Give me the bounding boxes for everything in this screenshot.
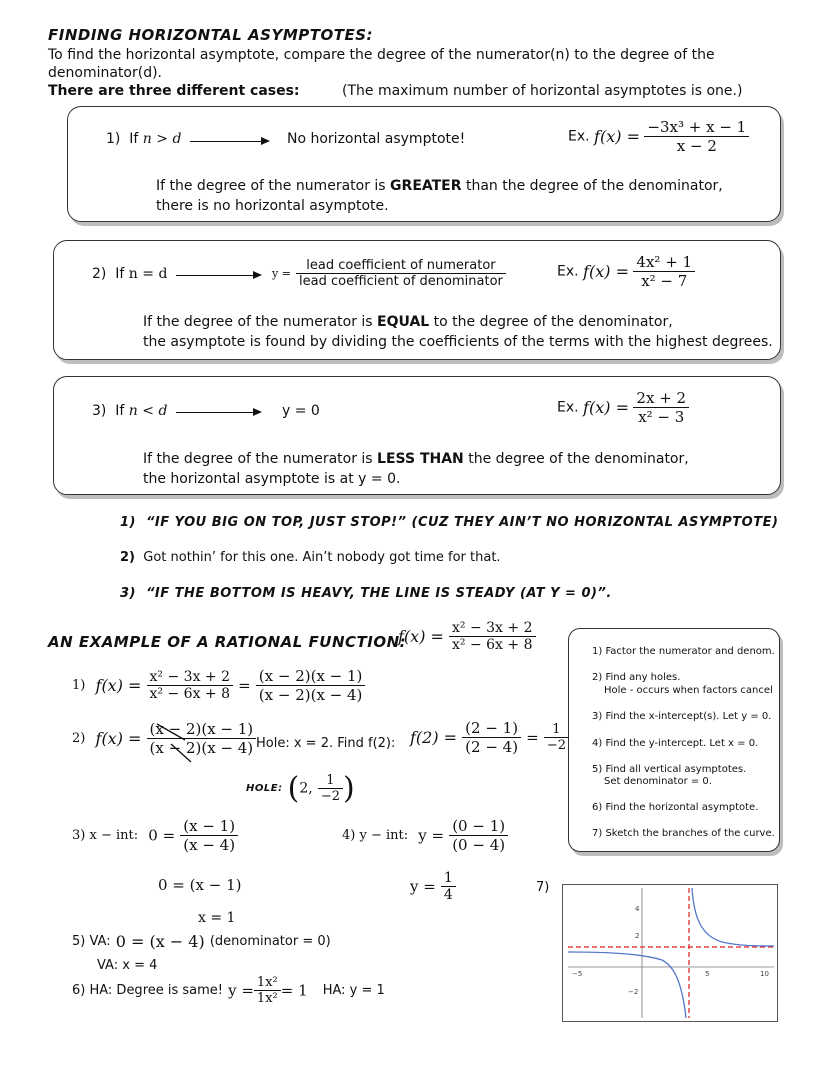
- example-fraction: [449, 620, 535, 653]
- work-step-6-ha: HA: y = 1: [322, 983, 385, 998]
- case-3-desc-1-post: the degree of the denominator,: [468, 451, 689, 467]
- step-item-2-note: Hole - occurs when factors cancel: [604, 685, 773, 696]
- case-2-ex-num: 4x² + 1: [633, 253, 695, 272]
- work-step-4-fraction: [449, 817, 508, 854]
- case-2-desc-2: the asymptote is found by dividing the coefficients of the terms with the highest degrees.: [143, 334, 773, 350]
- hole-y-num: 1: [318, 773, 343, 789]
- work-step-1: [72, 667, 365, 704]
- work-step-2-res-num: 1: [544, 722, 569, 738]
- case-1-ex-f: f(x) =: [594, 127, 640, 146]
- step-item-2: 2) Find any holes.: [592, 672, 681, 683]
- max-asymptote-note: (The maximum number of horizontal asymptotes is one.): [342, 83, 743, 99]
- work-step-2-den: (x − 2)(x − 4): [149, 739, 254, 757]
- work-step-3: [72, 817, 238, 854]
- case-1-result: No horizontal asymptote!: [287, 131, 466, 147]
- case-3-number: 3): [92, 403, 107, 419]
- case-2-ex-label: Ex.: [557, 263, 579, 280]
- case-3-arrow: [176, 412, 260, 413]
- work-step-4-num: (0 − 1): [449, 817, 508, 836]
- work-step-4-result-fraction: [441, 870, 456, 903]
- work-step-2-calc-fraction: [462, 719, 521, 756]
- work-step-6-label: 6) HA: Degree is same!: [72, 983, 224, 998]
- work-step-1-label: 1): [72, 678, 86, 693]
- case-1-ex-label: Ex.: [568, 128, 590, 145]
- intro-line-2: denominator(d).: [48, 65, 162, 81]
- y-tick-2: 2: [635, 932, 640, 940]
- intro-line-1: To find the horizontal asymptote, compare the degree of the numerator(n) to the degree of the: [48, 47, 715, 63]
- work-step-4-lhs-2: y =: [410, 877, 436, 896]
- case-1-ex-num: −3x³ + x − 1: [644, 118, 749, 137]
- work-step-2-f: f(x) =: [95, 729, 142, 748]
- work-step-7-label: 7): [536, 880, 550, 895]
- example-f: f(x) =: [398, 627, 444, 646]
- work-step-1-fden: (x − 2)(x − 4): [258, 686, 363, 704]
- case-2-condition: [92, 266, 167, 282]
- case-3-example: [557, 389, 689, 426]
- mnemonic-2-text: Got nothin’ for this one. Ain’t nobody got time for that.: [143, 550, 501, 565]
- case-3-desc-1: [143, 451, 689, 467]
- case-2-number: 2): [92, 266, 107, 282]
- work-step-6-eq: = 1: [280, 981, 308, 1000]
- case-1-example: [568, 118, 749, 155]
- mnemonic-1-num: 1): [120, 515, 136, 530]
- case-2-desc-1-pre: If the degree of the numerator is: [143, 314, 373, 330]
- work-step-5-eq: 0 = (x − 4): [115, 932, 205, 951]
- case-1-desc-1-bold: GREATER: [390, 178, 462, 194]
- mnemonic-3: [120, 586, 612, 601]
- example-den: x² − 6x + 8: [452, 637, 533, 653]
- case-3-cond: n < d: [128, 403, 168, 419]
- work-step-5-line-2: VA: x = 4: [97, 958, 158, 973]
- case-2-result-fraction: [296, 258, 506, 289]
- step-item-4: 4) Find the y-intercept. Let x = 0.: [592, 738, 759, 749]
- case-3-ex-f: f(x) =: [583, 398, 629, 417]
- case-2-result-den: lead coefficient of denominator: [299, 274, 503, 289]
- mnemonic-2-num: 2): [120, 550, 135, 565]
- work-step-4-label: 4) y − int:: [342, 828, 409, 843]
- example-title: AN EXAMPLE OF A RATIONAL FUNCTION:: [48, 633, 407, 651]
- work-step-2-result: [544, 722, 569, 753]
- work-step-2-calc-num: (2 − 1): [462, 719, 521, 738]
- work-step-2-hole-text: Hole: x = 2. Find f(2):: [256, 736, 396, 751]
- sketch-graph: [562, 884, 778, 1022]
- work-step-2-num: (x − 2)(x − 1): [147, 720, 257, 739]
- case-2-if: If: [115, 266, 125, 282]
- work-step-4-den: (0 − 4): [452, 836, 506, 854]
- work-step-5-note: (denominator = 0): [209, 934, 331, 949]
- case-2-ex-fraction: [633, 253, 695, 290]
- work-step-3-line-2: 0 = (x − 1): [158, 876, 242, 894]
- case-1-desc-1: [156, 178, 723, 194]
- work-step-2-label: 2): [72, 731, 86, 746]
- case-2-cond: n = d: [128, 266, 168, 282]
- case-2-arrow: [176, 275, 260, 276]
- case-3-ex-label: Ex.: [557, 399, 579, 416]
- work-step-6-den: 1x²: [256, 991, 278, 1006]
- work-step-3-label: 3) x − int:: [72, 828, 139, 843]
- work-step-2-calc: [410, 719, 569, 756]
- case-1-number: 1): [106, 131, 121, 147]
- work-step-1-factored: [256, 667, 366, 704]
- x-tick-10: 10: [760, 970, 769, 978]
- mnemonic-1-text: “IF YOU BIG ON TOP, JUST STOP!” (CUZ THEY AIN’T NO HORIZONTAL ASYMPTOTE): [146, 515, 779, 530]
- work-step-2-fraction: [147, 720, 257, 757]
- work-step-2-calc-den: (2 − 4): [465, 738, 519, 756]
- work-step-4-num-2: 1: [441, 870, 456, 887]
- case-2-desc-1-post: to the degree of the denominator,: [433, 314, 673, 330]
- mnemonic-3-text: “IF THE BOTTOM IS HEAVY, THE LINE IS STEADY (AT Y = 0)”.: [146, 586, 612, 601]
- case-1-arrow: [190, 141, 268, 142]
- case-1-ex-den: x − 2: [676, 137, 717, 155]
- case-1-cond: n > d: [142, 131, 182, 147]
- case-1-desc-1-post: than the degree of the denominator,: [465, 178, 723, 194]
- work-step-3-num: (x − 1): [180, 817, 238, 836]
- y-tick-4: 4: [635, 905, 640, 913]
- case-2-y-eq: y =: [272, 267, 291, 280]
- case-1-desc-1-pre: If the degree of the numerator is: [156, 178, 386, 194]
- case-2-ex-f: f(x) =: [583, 262, 629, 281]
- mnemonic-1: [120, 515, 778, 530]
- work-step-6-num: 1x²: [254, 975, 281, 991]
- x-tick-5: 5: [705, 970, 710, 978]
- case-2-result-num: lead coefficient of numerator: [296, 258, 506, 274]
- work-step-6-fraction: [254, 975, 281, 1006]
- case-2-desc-1-bold: EQUAL: [377, 314, 430, 330]
- work-step-2: [72, 720, 256, 757]
- case-3-desc-1-bold: LESS THAN: [377, 451, 464, 467]
- work-step-1-fraction: [147, 669, 233, 702]
- work-step-3-fraction: [180, 817, 238, 854]
- case-3-desc-1-pre: If the degree of the numerator is: [143, 451, 373, 467]
- case-1-ex-fraction: [644, 118, 749, 155]
- case-3-condition: [92, 403, 167, 419]
- cancel-strike-icon: [153, 720, 193, 764]
- case-3-ex-den: x² − 3: [638, 408, 685, 426]
- work-step-2-res-den: −2: [546, 738, 567, 753]
- work-step-1-eq: =: [238, 676, 251, 695]
- example-num: x² − 3x + 2: [449, 620, 535, 637]
- hole-label: HOLE:: [246, 783, 283, 794]
- hole-x: 2,: [299, 780, 313, 797]
- work-step-3-line-3: x = 1: [198, 910, 236, 926]
- step-item-5: 5) Find all vertical asymptotes.: [592, 764, 747, 775]
- hole-point: HOLE: (2, $\frac{1}{-2}$ ): [246, 771, 355, 806]
- work-step-4: [342, 817, 508, 854]
- example-function: [398, 620, 536, 653]
- case-1-desc-2: there is no horizontal asymptote.: [156, 198, 389, 214]
- step-item-1: 1) Factor the numerator and denom.: [592, 646, 775, 657]
- case-2-example: [557, 253, 695, 290]
- case-3-ex-fraction: [633, 389, 689, 426]
- case-2-result: [272, 258, 506, 289]
- work-step-4-lhs: y =: [418, 826, 445, 845]
- step-item-5-note: Set denominator = 0.: [604, 776, 712, 787]
- step-item-6: 6) Find the horizontal asymptote.: [592, 802, 759, 813]
- work-step-2-f2: f(2) =: [410, 728, 458, 747]
- case-2-ex-den: x² − 7: [641, 272, 688, 290]
- work-step-5-label: 5) VA:: [72, 934, 111, 949]
- work-step-3-lhs: 0 =: [148, 826, 176, 845]
- case-3-desc-2: the horizontal asymptote is at y = 0.: [143, 471, 401, 487]
- mnemonic-3-num: 3): [120, 586, 136, 601]
- work-step-1-den: x² − 6x + 8: [149, 686, 231, 702]
- work-step-5-line-1: [72, 931, 331, 951]
- step-item-7: 7) Sketch the branches of the curve.: [592, 828, 775, 839]
- case-3-if: If: [115, 403, 125, 419]
- cases-label: There are three different cases:: [48, 83, 300, 99]
- work-step-1-num: x² − 3x + 2: [147, 669, 233, 686]
- hole-y-fraction: [318, 773, 343, 804]
- work-step-6-y: y =: [228, 981, 254, 1000]
- work-step-1-fnum: (x − 2)(x − 1): [256, 667, 366, 686]
- work-step-4-result: [410, 870, 456, 903]
- case-1-condition: [106, 131, 181, 147]
- mnemonic-2: [120, 550, 501, 565]
- work-step-6: [72, 975, 385, 1006]
- case-3-result: y = 0: [282, 403, 320, 419]
- step-item-3: 3) Find the x-intercept(s). Let y = 0.: [592, 711, 772, 722]
- work-step-4-den-2: 4: [443, 887, 453, 903]
- case-3-ex-num: 2x + 2: [633, 389, 689, 408]
- x-tick-neg5: −5: [572, 970, 583, 978]
- work-step-2-eq: =: [526, 728, 539, 747]
- y-tick-neg2: −2: [628, 988, 639, 996]
- work-step-3-den: (x − 4): [183, 836, 236, 854]
- case-1-if: If: [129, 131, 139, 147]
- case-2-desc-1: [143, 314, 673, 330]
- hole-y-den: −2: [320, 789, 341, 804]
- page-title: FINDING HORIZONTAL ASYMPTOTES:: [48, 26, 374, 44]
- work-step-1-f: f(x) =: [95, 676, 142, 695]
